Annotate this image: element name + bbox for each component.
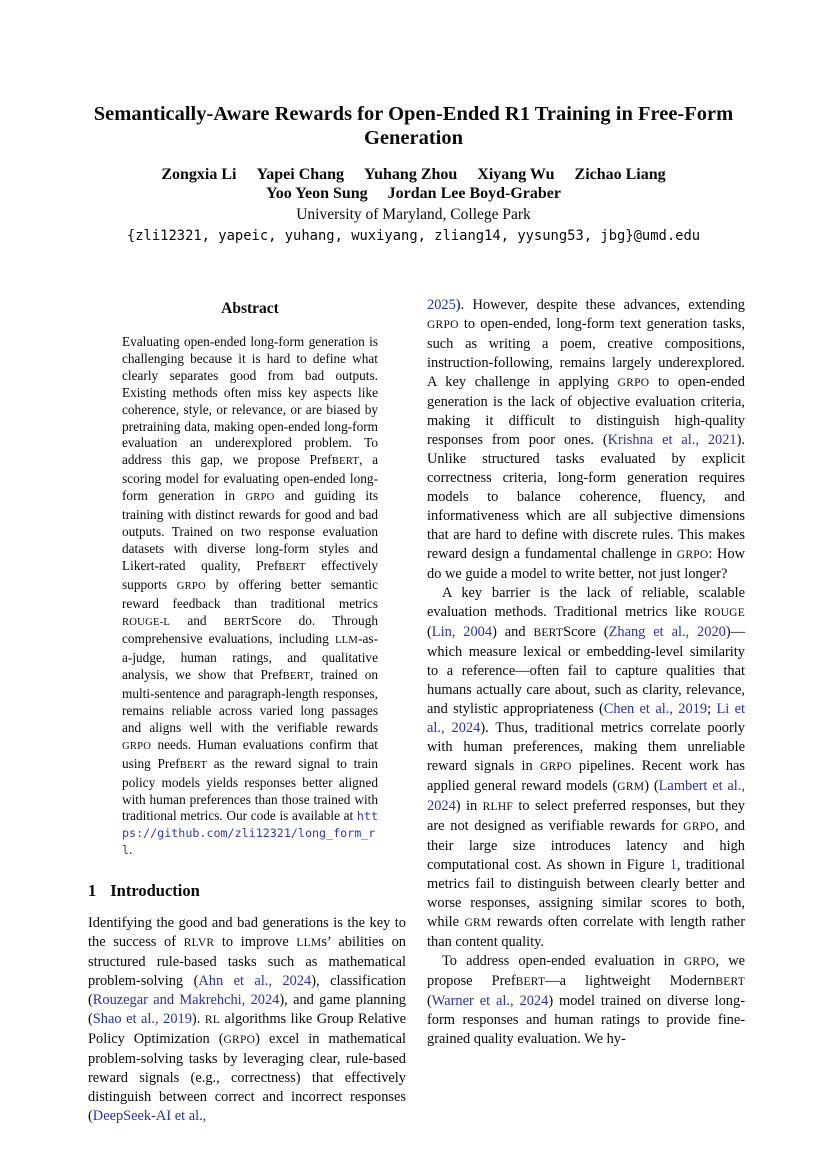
author-name: Yoo Yeon Sung	[266, 185, 368, 202]
smallcaps-text: BERT	[278, 561, 306, 573]
smallcaps-text: GRPO	[122, 740, 152, 752]
paper-header	[0, 0, 827, 245]
smallcaps-text: BERT	[715, 976, 745, 988]
author-name: Zongxia Li	[161, 166, 237, 183]
smallcaps-text: BERT	[223, 616, 252, 628]
intro-paragraph-1-continued	[427, 296, 745, 584]
smallcaps-text: GRPO	[539, 761, 572, 773]
citation-link[interactable]: 1	[669, 857, 677, 873]
body-text: Identifying the good and bad generations is the key to the success of	[88, 915, 406, 951]
body-text: ). However, despite these advances, extending	[455, 297, 745, 313]
body-text: and guiding its training with distinct rewards for good and bad outputs. Trained on two response evaluation datasets with diverse long-form styles and Likert-rated quality, Pref	[122, 488, 378, 573]
paper-title: Semantically-Aware Rewards for Open-Ended R1 Training in Free-Form Generation	[93, 103, 734, 149]
body-text: needs. Human evaluations confirm that using Pref	[122, 736, 378, 771]
smallcaps-text: GRM	[617, 781, 645, 793]
intro-paragraph-1	[88, 914, 406, 1126]
body-text: )—which measure lexical or embedding-level similarity to a reference—often fail to capture qualities that humans actually care about, such as clarity, relevance, and stylistic appropriateness (	[427, 624, 746, 717]
body-text: and	[170, 612, 224, 628]
body-text: pipelines. Recent work has applied general reward models (	[427, 758, 745, 794]
abstract-text	[122, 334, 378, 859]
body-text: by offering better semantic reward feedback than traditional metrics	[122, 576, 378, 611]
citation-link[interactable]: Shao et al., 2019	[92, 1011, 192, 1028]
affiliation: University of Maryland, College Park	[296, 206, 531, 223]
smallcaps-text: RLVR	[183, 937, 215, 950]
citation-link[interactable]: Li et al., 2024	[427, 701, 746, 736]
smallcaps-text: BERT	[533, 627, 564, 639]
body-text: ;	[707, 701, 717, 717]
smallcaps-text: LLM	[334, 635, 359, 647]
smallcaps-text: BERT	[515, 976, 546, 988]
body-text: : How do we guide a model to write better, not just longer?	[427, 546, 746, 582]
body-text: ) excel in mathematical problem-solving tasks by leveraging clear, rule-based reward signals (e.g., correctness) that effectively distinguish between correct and incorrect responses (	[88, 1031, 407, 1125]
smallcaps-text: GRPO	[617, 377, 650, 389]
left-column	[88, 296, 406, 1126]
body-text: , and their large size introduces latency and high computational cost. As shown in Figure	[427, 818, 745, 873]
citation-link[interactable]: Lin, 2004	[431, 624, 493, 640]
body-text: ). Thus, traditional metrics correlate poorly with human preferences, making them unreliable reward signals in	[427, 720, 745, 774]
body-text: ) and	[492, 624, 534, 640]
citation-link[interactable]: Ahn et al., 2024	[198, 973, 312, 990]
smallcaps-text: ROUGE-L	[122, 616, 171, 628]
author-name: Zichao Liang	[574, 166, 666, 183]
body-text: ), classification (	[88, 973, 406, 1009]
body-text: ) model trained on diverse long-form responses and human ratings to provide fine-grained quality evaluation. We hy-	[427, 993, 745, 1047]
author-list-line1	[0, 165, 827, 184]
smallcaps-text: GRPO	[176, 580, 206, 592]
smallcaps-text: BERT	[282, 671, 311, 683]
smallcaps-text: GRPO	[223, 1034, 256, 1047]
body-text: -as-a-judge, human ratings, and qualitative analysis, we show that Pref	[122, 631, 378, 683]
author-emails: {zli12321, yapeic, yuhang, wuxiyang, zliang14, yysung53, jbg}@umd.edu	[126, 228, 701, 244]
body-text: ).	[191, 1011, 205, 1028]
body-text: ), and game planning (	[88, 992, 407, 1028]
body-text: —a lightweight Modern	[545, 973, 716, 989]
body-text: ) in	[455, 798, 483, 814]
smallcaps-text: LLM	[296, 937, 322, 950]
citation-link[interactable]: 2025	[427, 297, 456, 313]
author-list-line2	[0, 184, 827, 203]
intro-paragraph-2	[427, 584, 745, 952]
body-text: to improve	[214, 934, 297, 951]
body-text: , a scoring model for evaluating open-ended long-form generation in	[122, 452, 378, 504]
citation-link[interactable]: DeepSeek-AI et al.,	[92, 1108, 207, 1125]
author-name: Yuhang Zhou	[364, 166, 458, 183]
abstract-section	[88, 300, 406, 859]
intro-paragraph-3	[427, 952, 745, 1049]
smallcaps-text: GRPO	[245, 492, 275, 504]
code-repository-link[interactable]: https://github.com/zli12321/long_form_rl	[122, 809, 378, 858]
body-text: algorithms like Group Relative Policy Optimization (	[88, 1011, 406, 1048]
body-text: , we propose Pref	[427, 953, 745, 989]
citation-link[interactable]: Zhang et al., 2020	[608, 624, 726, 640]
body-text: as the reward signal to train policy models yields responses better aligned with human preferences than those trained with traditional metrics. Our code is available at	[122, 755, 379, 824]
right-column	[427, 296, 745, 1126]
citation-link[interactable]: Warner et al., 2024	[431, 993, 549, 1009]
section-heading-introduction	[88, 881, 406, 901]
abstract-heading: Abstract	[221, 300, 279, 317]
smallcaps-text: ROUGE	[704, 607, 745, 619]
author-name: Yapei Chang	[256, 166, 345, 183]
citation-link[interactable]: Lambert et al., 2024	[427, 778, 745, 814]
smallcaps-text: GRPO	[683, 956, 716, 968]
body-text: ) (	[644, 778, 659, 794]
body-text: Score (	[563, 624, 609, 640]
body-text: To address open-ended evaluation in	[442, 953, 684, 969]
body-text: to open-ended generation is the lack of objective evaluation criteria, making it difficult to distinguish high-quality responses from poor ones. (	[427, 374, 745, 448]
smallcaps-text: BERT	[179, 759, 208, 771]
citation-link[interactable]: Chen et al., 2019	[603, 701, 708, 717]
body-text: (	[427, 624, 432, 640]
body-text: (	[427, 993, 432, 1009]
smallcaps-text: GRPO	[427, 319, 459, 331]
body-text: to select preferred responses, but they are not designed as verifiable rewards for	[427, 798, 745, 834]
body-text: s’ abilities on structured rule-based tasks such as mathematical problem-solving (	[88, 934, 406, 990]
smallcaps-text: BERT	[331, 456, 360, 468]
body-text: ). Unlike structured tasks evaluated by explicit correctness criteria, long-form generation requires models to balance coherence, fluency, and informativeness which are all subjective dimensions that are hard to define with discrete rules. This makes reward design a fundamental challenge in	[427, 432, 745, 562]
body-text: effectively supports	[122, 557, 378, 592]
body-text: Score do. Through comprehensive evaluations, including	[122, 612, 378, 647]
smallcaps-text: GRM	[464, 917, 492, 929]
citation-link[interactable]: Rouzegar and Makrehchi, 2024	[92, 992, 280, 1009]
smallcaps-text: RL	[204, 1014, 221, 1027]
author-name: Xiyang Wu	[477, 166, 555, 183]
smallcaps-text: GRPO	[676, 549, 709, 561]
citation-link[interactable]: Krishna et al., 2021	[607, 432, 737, 448]
author-name: Jordan Lee Boyd-Graber	[387, 185, 561, 202]
body-text: , traditional metrics fail to distinguish between clearly better and worse responses, assigning similar scores to both, while	[427, 857, 746, 930]
body-text: Evaluating open-ended long-form generation is challenging because it is hard to define what clearly separates good from bad outputs. Existing methods often miss key aspects like coherence, style, or relevance, or are biased by pretraining data, making open-ended long-form evaluation an underexplored problem. To address this gap, we propose Pref	[122, 334, 378, 468]
body-text: , trained on multi-sentence and paragraph-length responses, remains reliable across varied long passages and aligns well with the verifiable rewards	[122, 667, 378, 735]
smallcaps-text: RLHF	[482, 801, 513, 813]
section-title: Introduction	[110, 881, 200, 901]
section-number: 1	[88, 881, 97, 901]
two-column-body	[88, 296, 745, 1126]
body-text: to open-ended, long-form text generation tasks, such as writing a poem, creative compositions, instruction-following, remains largely underexplored. A key challenge in applying	[427, 316, 745, 390]
body-text: .	[129, 842, 133, 858]
body-text: A key barrier is the lack of reliable, scalable evaluation methods. Traditional metrics like	[427, 585, 745, 620]
smallcaps-text: GRPO	[683, 821, 715, 833]
body-text: rewards often correlate with length rather than content quality.	[427, 914, 745, 950]
